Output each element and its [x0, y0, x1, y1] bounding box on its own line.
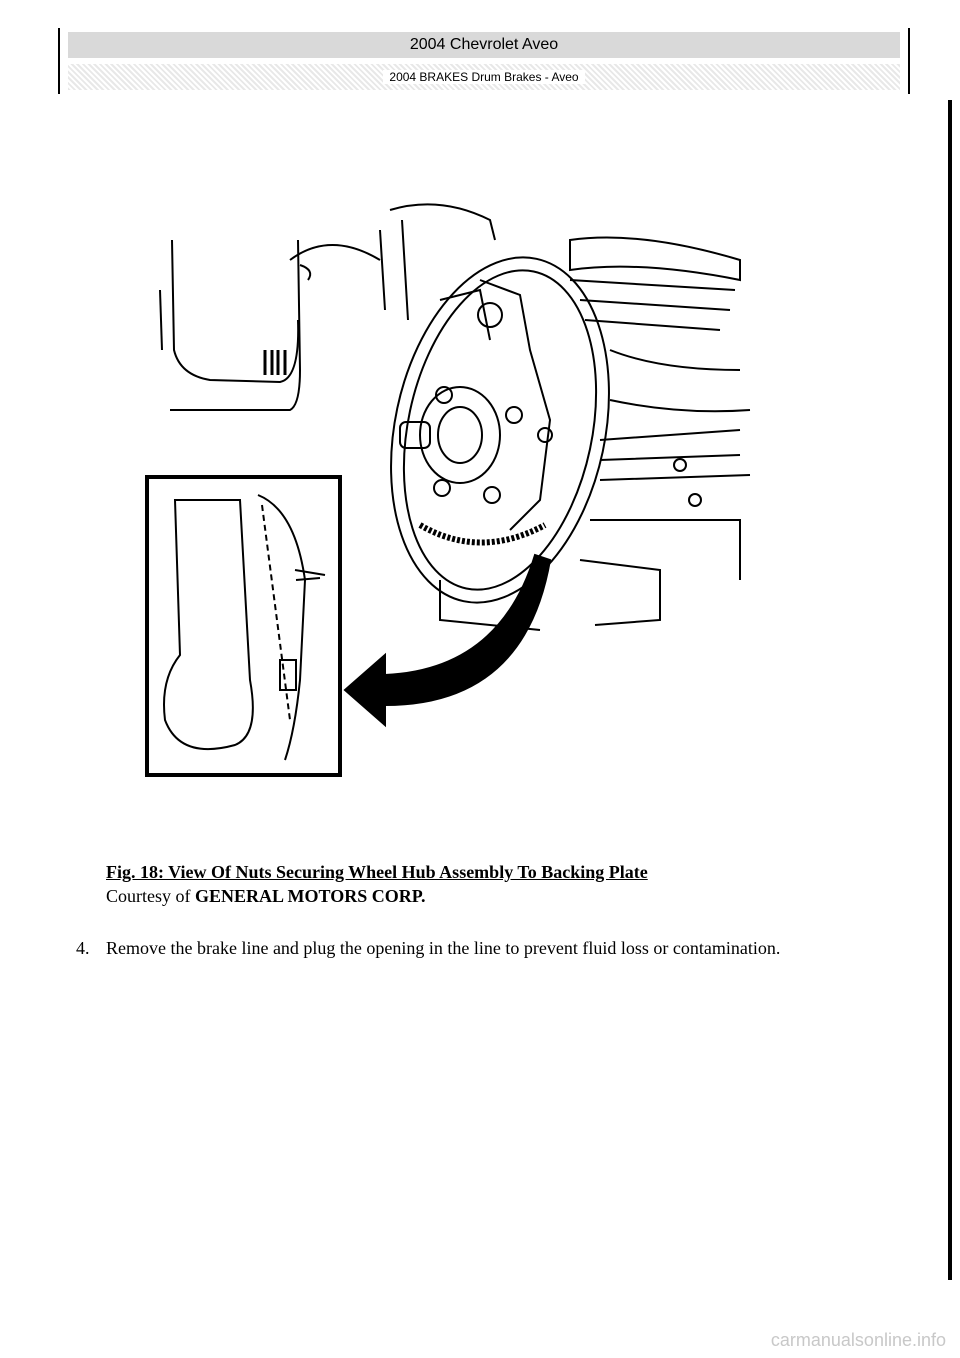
brake-assembly-illustration [140, 200, 760, 790]
procedure-step [76, 936, 856, 960]
figure-courtesy [106, 884, 648, 908]
page-header [58, 28, 910, 94]
step-number: 4. [76, 938, 90, 958]
subtitle-text: 2004 BRAKES Drum Brakes - Aveo [383, 70, 584, 84]
watermark: carmanualsonline.info [770, 1330, 946, 1350]
courtesy-name: GENERAL MOTORS CORP. [195, 886, 426, 906]
figure-title: Fig. 18: View Of Nuts Securing Wheel Hub Assembly To Backing Plate [106, 862, 648, 882]
figure-caption [106, 860, 648, 908]
courtesy-prefix: Courtesy of [106, 886, 191, 906]
step-text: Remove the brake line and plug the opening in the line to prevent fluid loss or contamination. [106, 938, 781, 958]
margin-rule [948, 100, 952, 1280]
document-subtitle [68, 64, 900, 90]
document-title: 2004 Chevrolet Aveo [68, 32, 900, 58]
